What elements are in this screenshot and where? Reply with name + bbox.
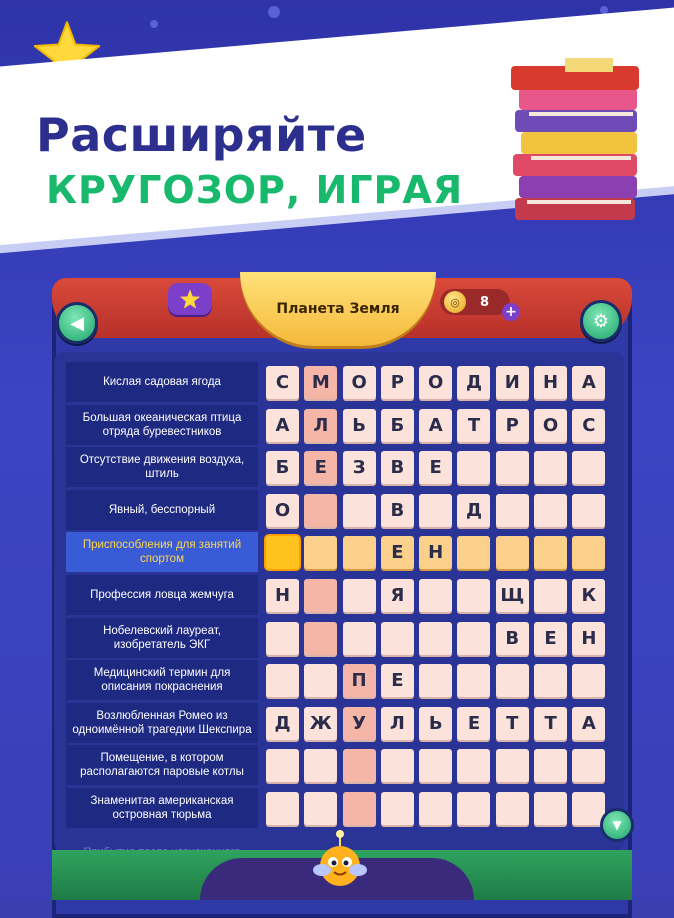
add-hints-button[interactable]: + — [502, 303, 520, 321]
grid-cell[interactable] — [304, 536, 337, 569]
back-arrow-icon: ◀ — [70, 312, 84, 334]
grid-cell[interactable] — [457, 579, 490, 612]
grid-cell[interactable] — [496, 749, 529, 782]
grid-cell[interactable]: С — [266, 366, 299, 399]
grid-cell[interactable] — [419, 622, 452, 655]
grid-cell[interactable]: Я — [381, 579, 414, 612]
grid-row — [266, 579, 611, 614]
level-title: Планета Земля — [240, 272, 436, 346]
grid-cell[interactable] — [457, 792, 490, 825]
grid-cell[interactable] — [381, 622, 414, 655]
grid-cell[interactable] — [343, 622, 376, 655]
grid-cell[interactable] — [496, 664, 529, 697]
grid-cell[interactable]: А — [266, 409, 299, 442]
achievements-button[interactable] — [168, 283, 212, 315]
grid-cell[interactable] — [381, 749, 414, 782]
books-stack-icon — [505, 48, 655, 248]
grid-cell[interactable]: О — [266, 494, 299, 527]
grid-cell[interactable]: Е — [457, 707, 490, 740]
clue-row[interactable]: Возлюбленная Ромео из одноимённой трагедии Шекспира — [66, 703, 258, 743]
grid-cell[interactable] — [457, 536, 490, 569]
grid-cell[interactable] — [304, 622, 337, 655]
grid-cell[interactable]: Л — [304, 409, 337, 442]
grid-cell[interactable]: А — [572, 707, 605, 740]
grid-cell[interactable]: Е — [381, 536, 414, 569]
grid-cell[interactable] — [419, 494, 452, 527]
grid-cell[interactable]: М — [304, 366, 337, 399]
clue-row[interactable]: Нобелевский лауреат, изобретатель ЭКГ — [66, 618, 258, 658]
grid-cell[interactable]: Ь — [343, 409, 376, 442]
grid-row — [266, 749, 611, 784]
grid-cell[interactable] — [304, 792, 337, 825]
clue-row[interactable]: Медицинский термин для описания покраснения — [66, 660, 258, 700]
grid-cell[interactable] — [534, 579, 567, 612]
grid-cell[interactable] — [457, 451, 490, 484]
grid-cell[interactable] — [304, 664, 337, 697]
clue-row[interactable]: Профессия ловца жемчуга — [66, 575, 258, 615]
grid-cell[interactable]: Н — [419, 536, 452, 569]
grid-cell[interactable] — [534, 451, 567, 484]
grid-cell[interactable] — [419, 664, 452, 697]
chevron-down-icon: ▼ — [612, 818, 622, 832]
answer-grid — [266, 366, 611, 835]
grid-cell[interactable]: Ж — [304, 707, 337, 740]
grid-cell[interactable]: Д — [457, 366, 490, 399]
grid-cell[interactable]: В — [381, 494, 414, 527]
star-icon — [179, 288, 201, 310]
clue-row[interactable]: Большая океаническая птица отряда буревестников — [66, 405, 258, 445]
grid-cell[interactable] — [496, 792, 529, 825]
grid-cell[interactable] — [534, 536, 567, 569]
clue-row[interactable]: Приспособления для занятий спортом — [66, 532, 258, 572]
grid-cell[interactable]: Р — [381, 366, 414, 399]
clue-row[interactable]: Знаменитая американская островная тюрьма — [66, 788, 258, 828]
grid-cell[interactable]: Е — [534, 622, 567, 655]
clue-list — [66, 362, 258, 831]
clue-row[interactable]: Кислая садовая ягода — [66, 362, 258, 402]
grid-cell[interactable]: Р — [496, 409, 529, 442]
grid-row — [266, 664, 611, 699]
grid-cell[interactable] — [572, 451, 605, 484]
grid-cell[interactable] — [496, 451, 529, 484]
grid-cell[interactable]: Н — [534, 366, 567, 399]
grid-cell[interactable] — [534, 749, 567, 782]
grid-cell[interactable]: Б — [266, 451, 299, 484]
grid-cell[interactable] — [266, 792, 299, 825]
grid-cell[interactable] — [572, 536, 605, 569]
grid-cell[interactable]: Л — [381, 707, 414, 740]
grid-cell[interactable] — [266, 536, 299, 569]
grid-cell[interactable]: Н — [572, 622, 605, 655]
grid-row — [266, 494, 611, 529]
grid-cell[interactable]: Ь — [419, 707, 452, 740]
grid-cell[interactable] — [534, 494, 567, 527]
grid-row — [266, 409, 611, 444]
mascot-icon[interactable] — [312, 828, 368, 892]
grid-row — [266, 622, 611, 657]
grid-cell[interactable] — [266, 749, 299, 782]
grid-cell[interactable] — [572, 664, 605, 697]
grid-cell[interactable]: Б — [381, 409, 414, 442]
grid-cell[interactable] — [572, 749, 605, 782]
grid-cell[interactable]: П — [343, 664, 376, 697]
grid-cell[interactable] — [419, 749, 452, 782]
grid-cell[interactable]: Т — [534, 707, 567, 740]
grid-cell[interactable] — [304, 749, 337, 782]
grid-cell[interactable] — [381, 792, 414, 825]
grid-cell[interactable]: Е — [419, 451, 452, 484]
grid-cell[interactable]: Д — [266, 707, 299, 740]
grid-cell[interactable] — [266, 622, 299, 655]
clue-row[interactable]: Отсутствие движения воздуха, штиль — [66, 447, 258, 487]
grid-cell[interactable] — [457, 622, 490, 655]
grid-cell[interactable] — [343, 494, 376, 527]
grid-cell[interactable] — [343, 536, 376, 569]
sky-dot — [268, 6, 280, 18]
coin-icon: ◎ — [444, 291, 466, 313]
grid-cell[interactable] — [419, 579, 452, 612]
grid-cell[interactable] — [572, 494, 605, 527]
grid-cell[interactable] — [457, 749, 490, 782]
grid-cell[interactable]: О — [343, 366, 376, 399]
grid-cell[interactable] — [343, 749, 376, 782]
grid-row — [266, 366, 611, 401]
grid-cell[interactable]: Е — [304, 451, 337, 484]
sky-dot — [150, 20, 158, 28]
grid-cell[interactable]: З — [343, 451, 376, 484]
grid-cell[interactable]: С — [572, 409, 605, 442]
grid-cell[interactable]: И — [496, 366, 529, 399]
promo-subheadline: КРУГОЗОР, ИГРАЯ — [46, 168, 464, 212]
grid-cell[interactable]: У — [343, 707, 376, 740]
grid-row — [266, 707, 611, 742]
grid-cell[interactable] — [534, 792, 567, 825]
grid-cell[interactable]: Е — [381, 664, 414, 697]
grid-cell[interactable]: Н — [266, 579, 299, 612]
grid-cell[interactable] — [343, 792, 376, 825]
grid-cell[interactable] — [534, 664, 567, 697]
grid-row — [266, 451, 611, 486]
grid-cell[interactable]: А — [419, 409, 452, 442]
grid-cell[interactable] — [457, 664, 490, 697]
hints-count: 8 — [480, 294, 490, 310]
grid-cell[interactable]: К — [572, 579, 605, 612]
promo-headline: Расширяйте — [36, 108, 367, 162]
grid-cell[interactable]: Д — [457, 494, 490, 527]
grid-cell[interactable]: В — [381, 451, 414, 484]
hints-counter[interactable] — [440, 289, 510, 315]
gear-icon: ⚙ — [592, 310, 610, 332]
clue-row[interactable]: Явный, бесспорный — [66, 490, 258, 530]
grid-cell[interactable] — [496, 536, 529, 569]
grid-cell[interactable]: Т — [457, 409, 490, 442]
settings-button[interactable] — [580, 300, 622, 342]
grid-cell[interactable] — [304, 579, 337, 612]
grid-cell[interactable] — [266, 664, 299, 697]
grid-cell[interactable] — [496, 494, 529, 527]
grid-row — [266, 792, 611, 827]
clue-row[interactable]: Помещение, в котором располагаются паровые котлы — [66, 745, 258, 785]
grid-cell[interactable]: В — [496, 622, 529, 655]
grid-row — [266, 536, 611, 571]
grid-cell[interactable]: Щ — [496, 579, 529, 612]
grid-cell[interactable]: О — [419, 366, 452, 399]
grid-cell[interactable] — [304, 494, 337, 527]
scroll-down-button[interactable] — [600, 808, 634, 842]
grid-cell[interactable] — [419, 792, 452, 825]
grid-cell[interactable]: Т — [496, 707, 529, 740]
back-button[interactable] — [56, 302, 98, 344]
grid-cell[interactable]: А — [572, 366, 605, 399]
grid-cell[interactable]: О — [534, 409, 567, 442]
grid-cell[interactable] — [343, 579, 376, 612]
